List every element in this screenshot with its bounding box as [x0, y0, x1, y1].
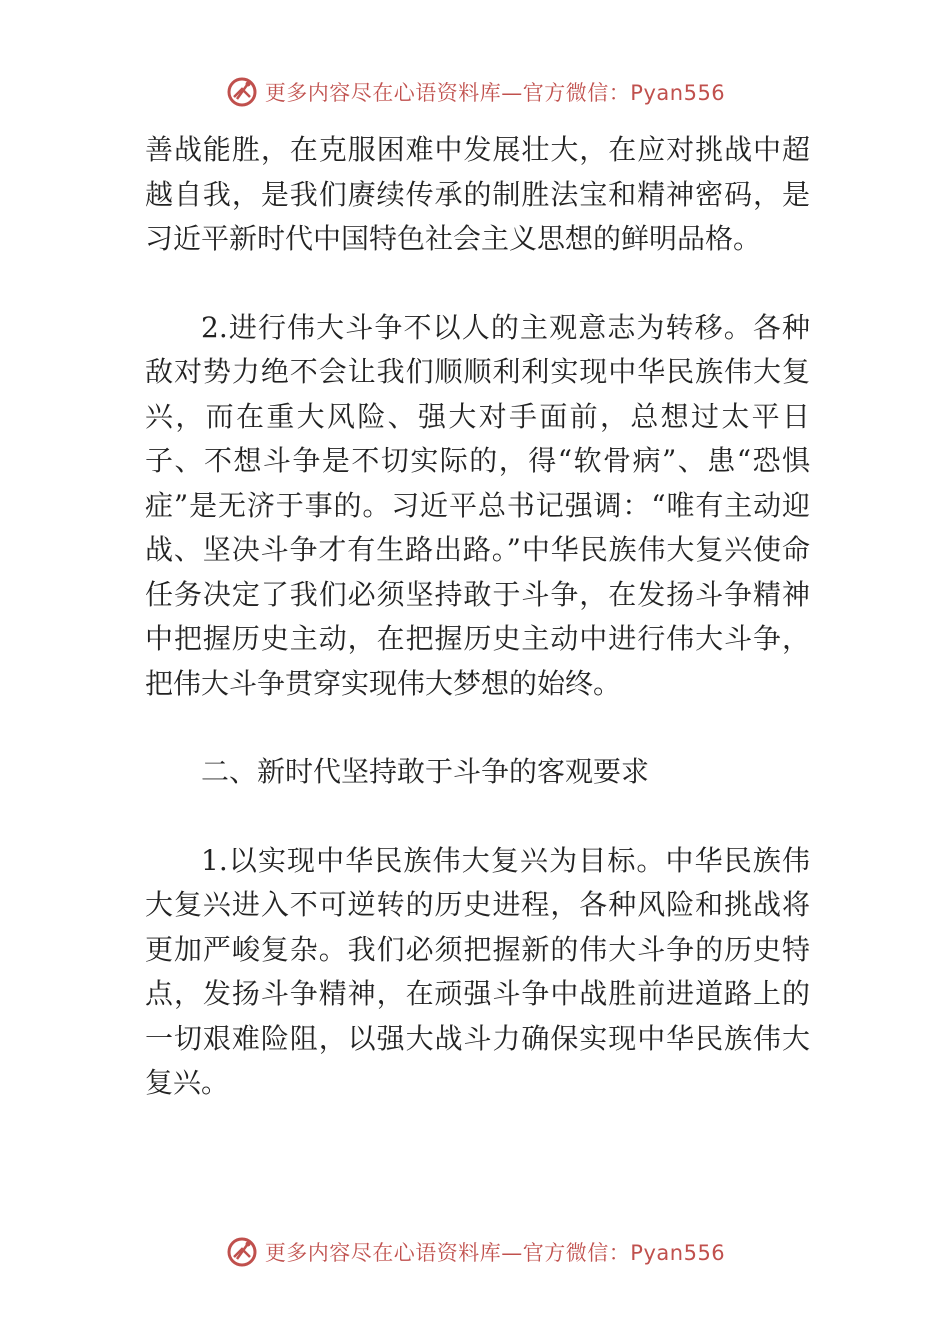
- book-quill-icon: [225, 1235, 259, 1269]
- header-banner-text: 更多内容尽在心语资料库—官方微信：Pyan556: [264, 81, 726, 105]
- footer-banner: [0, 1232, 950, 1272]
- paragraph-1: 善战能胜，在克服困难中发展壮大，在应对挑战中超越自我，是我们赓续传承的制胜法宝和精神密码，是习近平新时代中国特色社会主义思想的鲜明品格。: [145, 133, 810, 255]
- book-quill-icon: [225, 75, 259, 109]
- section-heading: 二、新时代坚持敢于斗争的客观要求: [201, 755, 650, 788]
- document-body: [145, 128, 810, 1106]
- footer-banner-text: 更多内容尽在心语资料库—官方微信：Pyan556: [264, 1241, 726, 1265]
- paragraph-3: 1.以实现中华民族伟大复兴为目标。中华民族伟大复兴进入不可逆转的历史进程，各种风险和挑战将更加严峻复杂。我们必须把握新的伟大斗争的历史特点，发扬斗争精神，在顽强斗争中战胜前进道路上的一切艰难险阻，以强大战斗力确保实现中华民族伟大复兴。: [145, 843, 810, 1099]
- header-banner: [0, 72, 950, 112]
- paragraph-2: 2.进行伟大斗争不以人的主观意志为转移。各种敌对势力绝不会让我们顺顺利利实现中华民族伟大复兴，而在重大风险、强大对手面前，总想过太平日子、不想斗争是不切实际的，得“软骨病”、患“恐惧症”是无济于事的。习近平总书记强调：“唯有主动迎战、坚决斗争才有生路出路。”中华民族伟大复兴使命任务决定了我们必须坚持敢于斗争，在发扬斗争精神中把握历史主动，在把握历史主动中进行伟大斗争，把伟大斗争贯穿实现伟大梦想的始终。: [145, 310, 810, 700]
